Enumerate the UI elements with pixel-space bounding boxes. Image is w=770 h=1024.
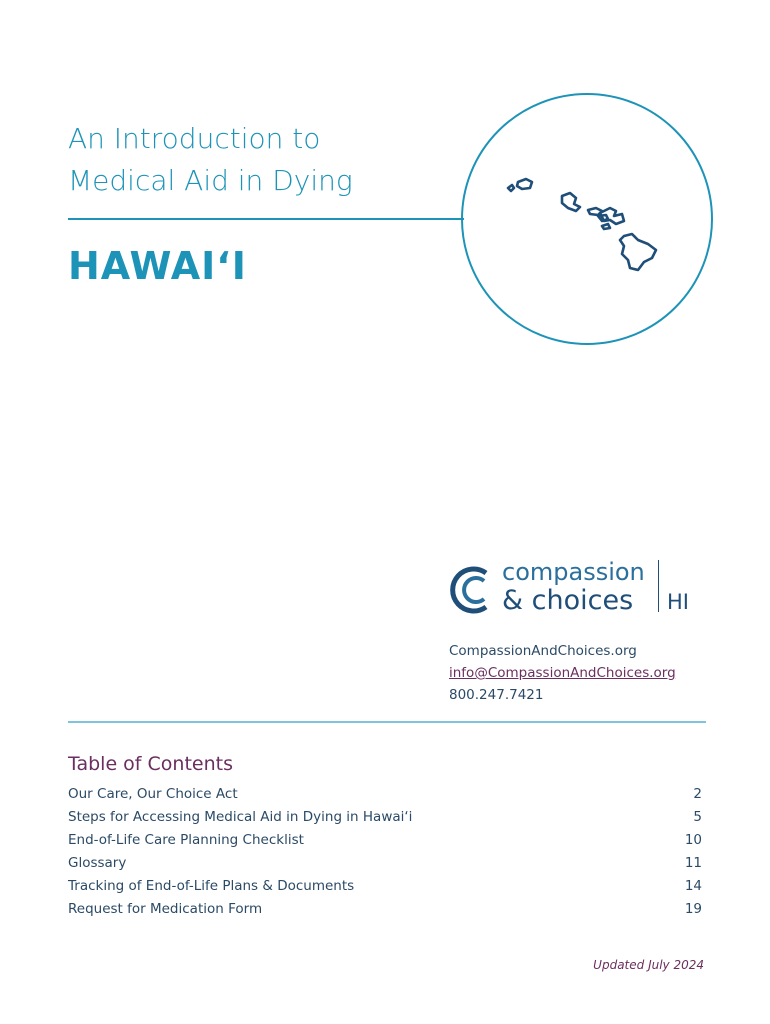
toc-item[interactable] bbox=[68, 852, 702, 875]
toc-item-page: 10 bbox=[684, 832, 702, 848]
toc-heading: Table of Contents bbox=[68, 753, 233, 775]
toc-item[interactable] bbox=[68, 806, 702, 829]
logo-divider bbox=[658, 560, 659, 612]
logo-word-compassion: compassion bbox=[502, 558, 645, 586]
state-name: HAWAI‘I bbox=[68, 244, 247, 288]
contact-info bbox=[449, 640, 676, 706]
toc-item-page: 2 bbox=[693, 786, 702, 802]
phone-number: 800.247.7421 bbox=[449, 687, 544, 703]
table-of-contents bbox=[68, 783, 702, 921]
document-title bbox=[68, 118, 448, 202]
logo-word-choices: & choices bbox=[502, 585, 634, 616]
logo-state-code: HI bbox=[667, 590, 689, 614]
toc-item-page: 5 bbox=[693, 809, 702, 825]
updated-date: Updated July 2024 bbox=[593, 958, 704, 972]
toc-item-page: 14 bbox=[684, 878, 702, 894]
title-line-2: Medical Aid in Dying bbox=[68, 164, 353, 197]
section-divider bbox=[68, 721, 706, 723]
toc-item-page: 19 bbox=[684, 901, 702, 917]
compassion-choices-logo-mark bbox=[446, 564, 496, 616]
toc-item-label: End-of-Life Care Planning Checklist bbox=[68, 832, 304, 848]
email-link[interactable]: info@CompassionAndChoices.org bbox=[449, 665, 676, 681]
toc-item-label: Request for Medication Form bbox=[68, 901, 263, 917]
toc-item-label: Tracking of End-of-Life Plans & Documents bbox=[68, 878, 355, 894]
toc-item-label: Glossary bbox=[68, 855, 127, 871]
toc-item[interactable] bbox=[68, 829, 702, 852]
title-line-1: An Introduction to bbox=[68, 122, 321, 155]
toc-item[interactable] bbox=[68, 875, 702, 898]
title-divider bbox=[68, 218, 464, 220]
website-link[interactable]: CompassionAndChoices.org bbox=[449, 643, 637, 659]
toc-item-page: 11 bbox=[684, 855, 702, 871]
toc-item[interactable] bbox=[68, 898, 702, 921]
toc-item[interactable] bbox=[68, 783, 702, 806]
compassion-choices-logo bbox=[446, 560, 706, 620]
toc-item-label: Our Care, Our Choice Act bbox=[68, 786, 238, 802]
toc-item-label: Steps for Accessing Medical Aid in Dying in Hawai‘i bbox=[68, 809, 413, 825]
hawaii-islands-map-icon bbox=[500, 170, 670, 280]
